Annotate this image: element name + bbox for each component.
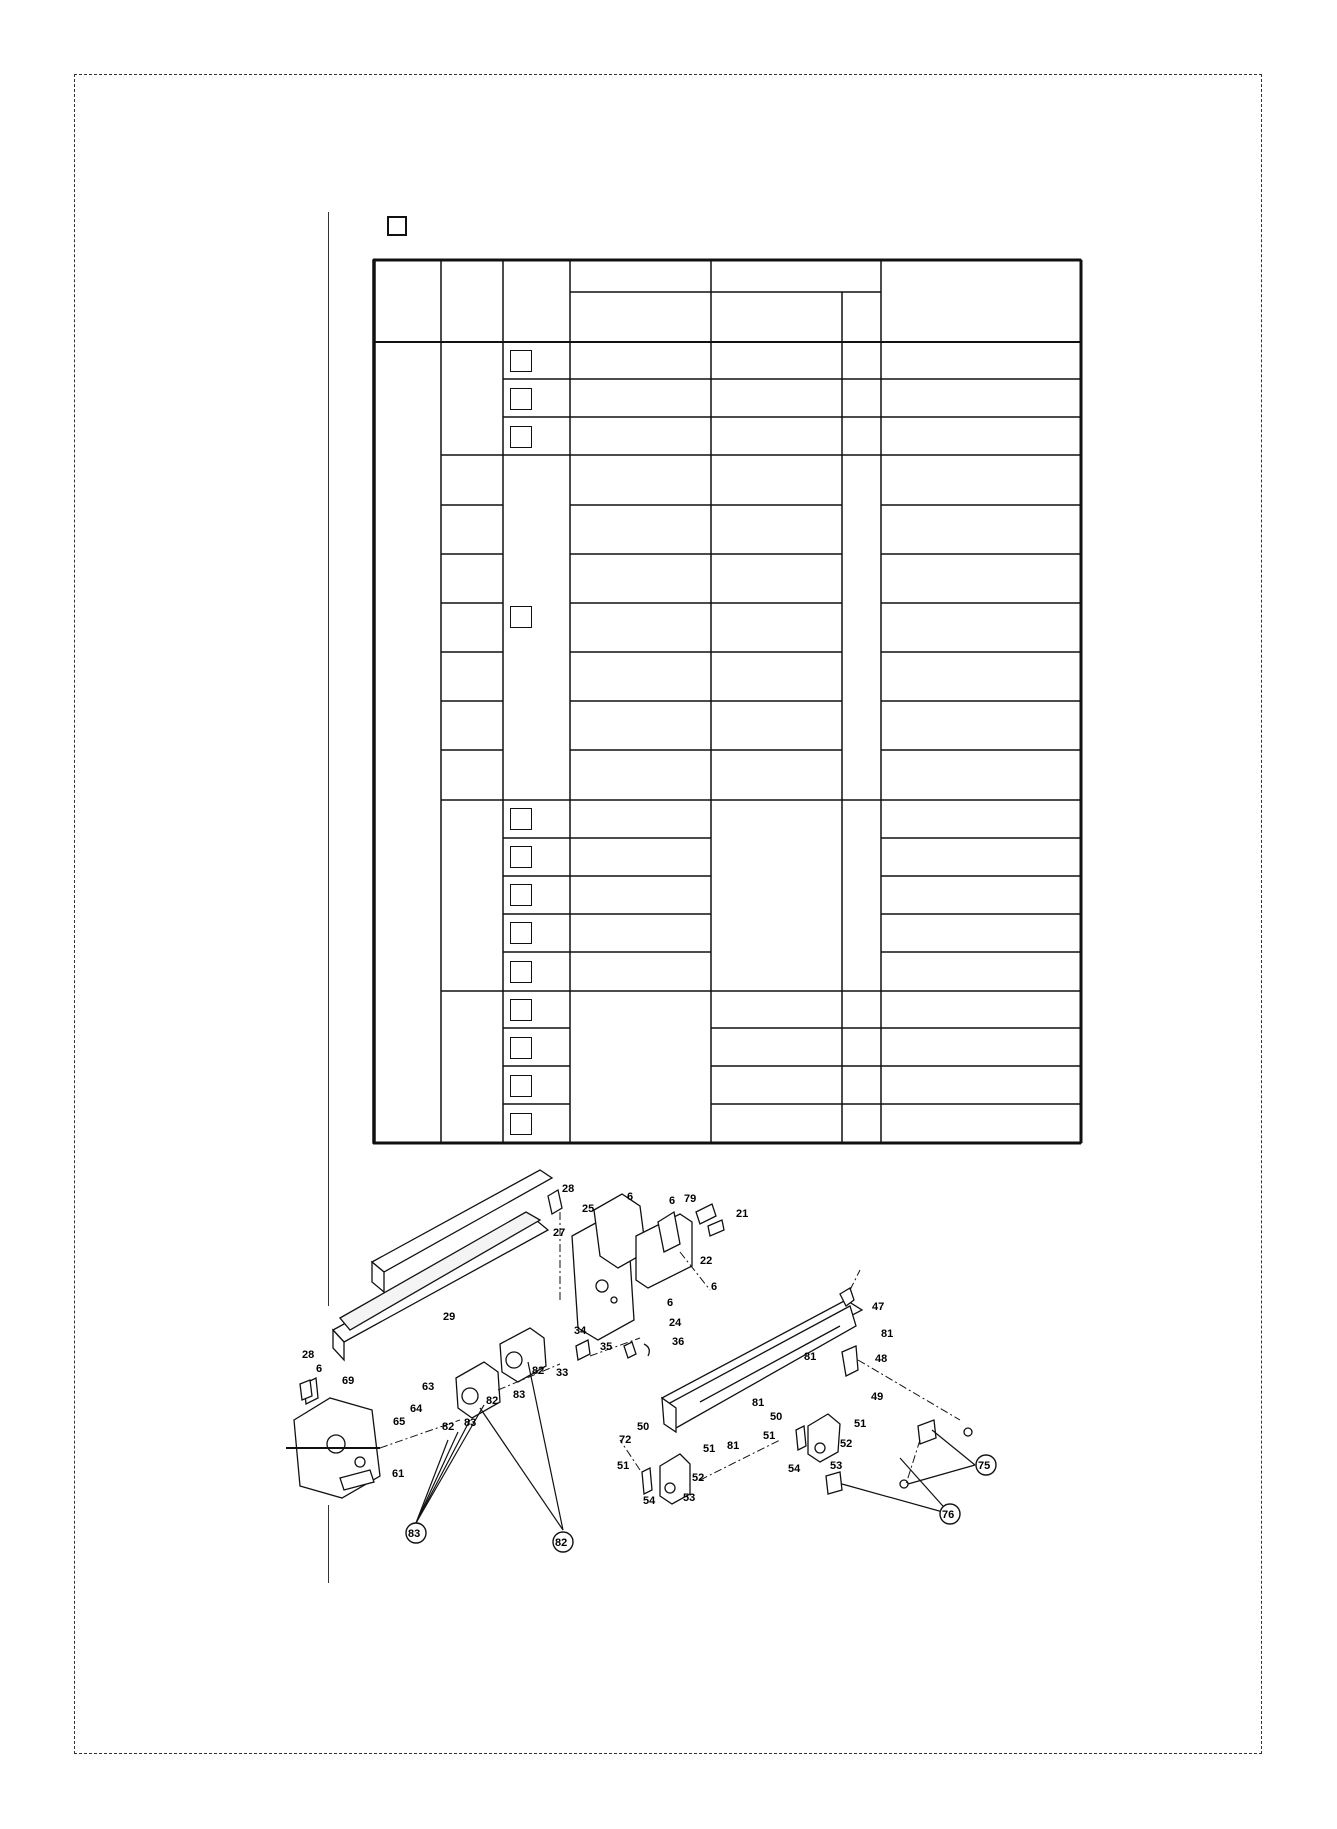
svg-text:47: 47: [872, 1301, 885, 1313]
svg-text:51: 51: [854, 1418, 867, 1430]
svg-text:24: 24: [669, 1317, 682, 1329]
svg-text:82: 82: [532, 1365, 545, 1377]
svg-text:81: 81: [727, 1440, 740, 1452]
svg-text:53: 53: [683, 1492, 696, 1504]
svg-text:64: 64: [410, 1403, 423, 1415]
svg-text:33: 33: [556, 1367, 569, 1379]
svg-text:6: 6: [711, 1281, 718, 1293]
svg-text:52: 52: [692, 1472, 705, 1484]
svg-text:27: 27: [553, 1227, 566, 1239]
svg-text:81: 81: [752, 1397, 765, 1409]
callout-labels: [617, 1301, 893, 1507]
svg-text:51: 51: [617, 1460, 630, 1472]
svg-text:6: 6: [627, 1191, 634, 1203]
svg-text:28: 28: [562, 1183, 575, 1195]
svg-text:52: 52: [840, 1438, 853, 1450]
svg-text:34: 34: [574, 1325, 587, 1337]
svg-text:36: 36: [672, 1336, 685, 1348]
svg-text:81: 81: [881, 1328, 894, 1340]
svg-text:83: 83: [408, 1528, 421, 1540]
svg-text:53: 53: [830, 1460, 843, 1472]
svg-text:82: 82: [486, 1395, 499, 1407]
svg-text:79: 79: [684, 1193, 697, 1205]
svg-text:21: 21: [736, 1208, 749, 1220]
svg-text:49: 49: [871, 1391, 884, 1403]
svg-text:72: 72: [619, 1434, 632, 1446]
svg-text:54: 54: [788, 1463, 801, 1475]
svg-text:83: 83: [464, 1417, 477, 1429]
svg-text:51: 51: [703, 1443, 716, 1455]
svg-text:6: 6: [669, 1195, 676, 1207]
svg-text:61: 61: [392, 1468, 405, 1480]
svg-text:75: 75: [978, 1460, 991, 1472]
svg-text:48: 48: [875, 1353, 888, 1365]
svg-text:6: 6: [316, 1363, 323, 1375]
svg-text:76: 76: [942, 1509, 955, 1521]
svg-text:50: 50: [637, 1421, 650, 1433]
svg-text:35: 35: [600, 1341, 613, 1353]
svg-text:51: 51: [763, 1430, 776, 1442]
svg-text:65: 65: [393, 1416, 406, 1428]
svg-text:82: 82: [555, 1537, 568, 1549]
svg-text:69: 69: [342, 1375, 355, 1387]
svg-text:50: 50: [770, 1411, 783, 1423]
svg-text:83: 83: [513, 1389, 526, 1401]
svg-text:63: 63: [422, 1381, 435, 1393]
svg-text:82: 82: [442, 1421, 455, 1433]
svg-text:25: 25: [582, 1203, 595, 1215]
svg-text:28: 28: [302, 1349, 315, 1361]
svg-text:29: 29: [443, 1311, 456, 1323]
svg-text:81: 81: [804, 1351, 817, 1363]
svg-text:22: 22: [700, 1255, 713, 1267]
svg-text:6: 6: [667, 1297, 674, 1309]
svg-text:54: 54: [643, 1495, 656, 1507]
